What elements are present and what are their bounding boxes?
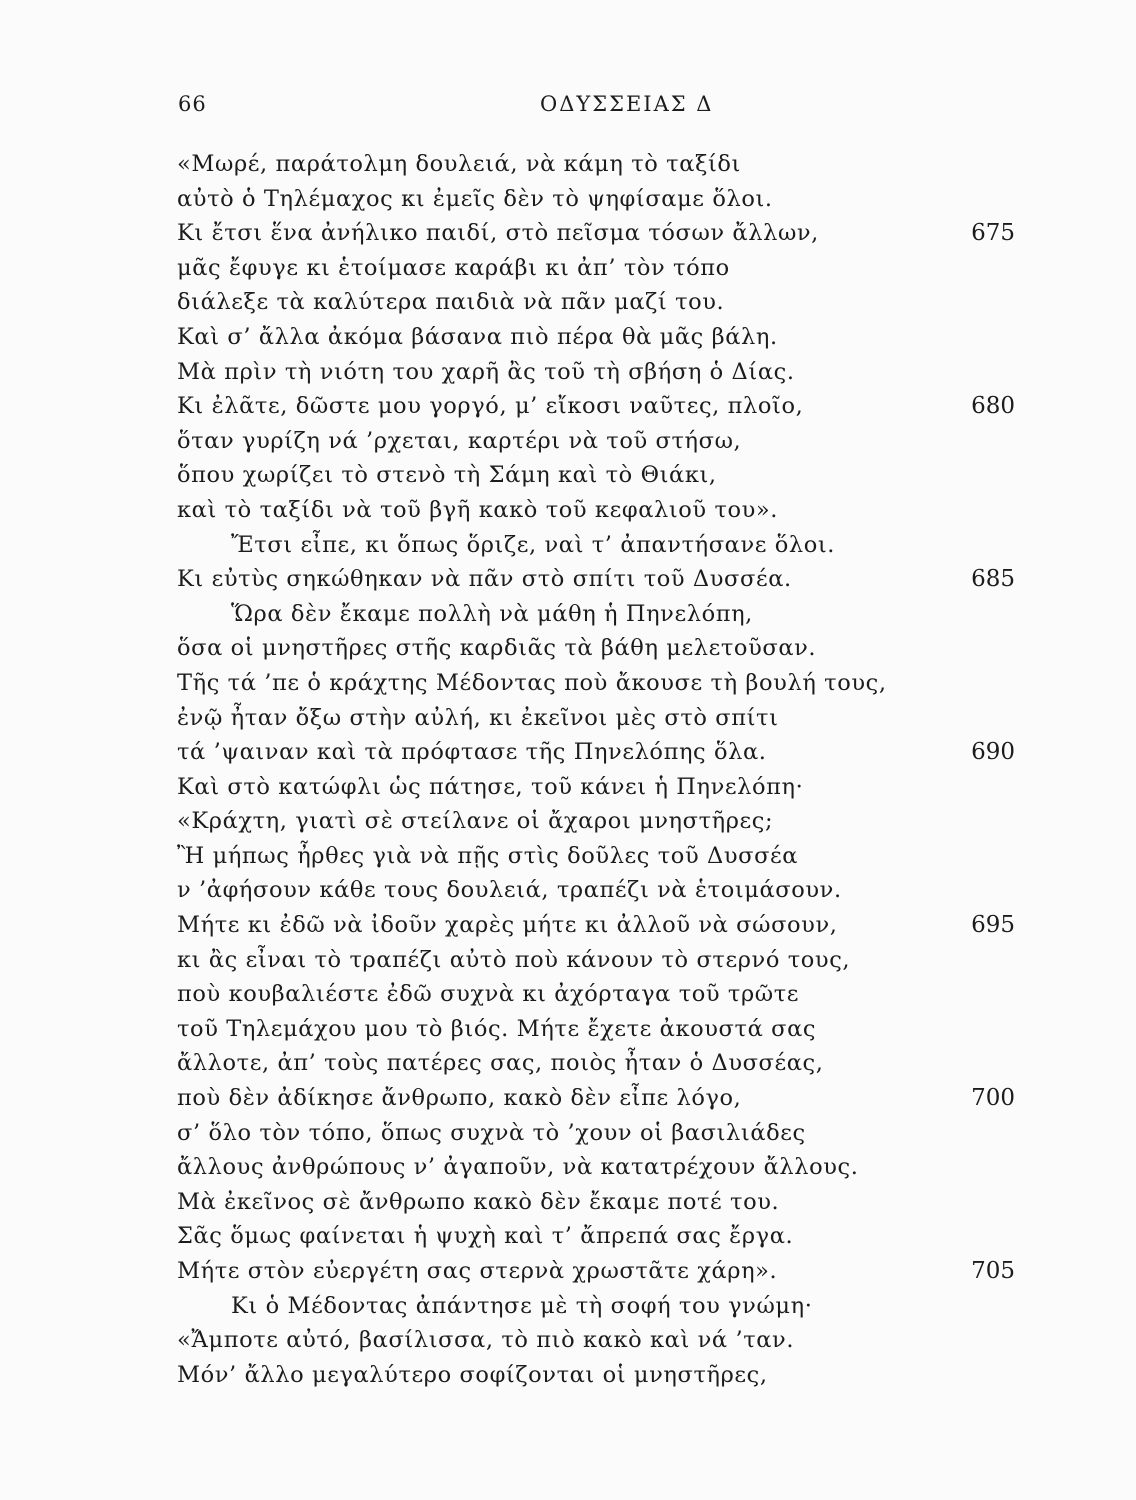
verse-line (177, 666, 1027, 701)
verse-text: τά ’ψαιναν καὶ τὰ πρόφτασε τῆς Πηνελόπης ὅλα. (177, 739, 767, 766)
verse-line (177, 389, 1027, 424)
verse-text: Καὶ στὸ κατώφλι ὡς πάτησε, τοῦ κάνει ἡ Πηνελόπη· (177, 773, 804, 800)
verse-line (177, 1012, 1027, 1047)
verse-line (177, 597, 1027, 632)
verse-line (177, 1254, 1027, 1289)
page-number: 66 (178, 92, 207, 116)
verse-line (177, 839, 1027, 874)
verse-line (177, 1289, 1027, 1324)
verse-text: Ἢ μήπως ἦρθες γιὰ νὰ πῇς στὶς δοῦλες τοῦ Δυσσέα (177, 842, 799, 869)
verse-line (177, 1150, 1027, 1185)
verse-text: μᾶς ἔφυγε κι ἑτοίμασε καράβι κι ἀπ’ τὸν τόπο (177, 254, 730, 281)
verse-text: Σᾶς ὅμως φαίνεται ἡ ψυχὴ καὶ τ’ ἄπρεπά σας ἔργα. (177, 1223, 794, 1250)
verse-line (177, 528, 1027, 563)
verse-text: σ’ ὅλο τὸν τόπο, ὅπως συχνὰ τὸ ’χουν οἱ βασιλιάδες (177, 1119, 806, 1146)
verse-text: ν ’ἀφήσουν κάθε τους δουλειά, τραπέζι νὰ ἑτοιμάσουν. (177, 877, 842, 904)
verse-text: Κι εὐτὺς σηκώθηκαν νὰ πᾶν στὸ σπίτι τοῦ Δυσσέα. (177, 566, 792, 593)
verse-line (177, 701, 1027, 736)
verse-text: καὶ τὸ ταξίδι νὰ τοῦ βγῆ κακὸ τοῦ κεφαλιοῦ του». (177, 496, 779, 523)
verse-line (177, 285, 1027, 320)
verse-line (177, 355, 1027, 390)
line-number: 695 (971, 912, 1015, 939)
verse-text: ἄλλοτε, ἀπ’ τοὺς πατέρες σας, ποιὸς ἦταν ὁ Δυσσέας, (177, 1050, 824, 1077)
verse-text: τοῦ Τηλεμάχου μου τὸ βιός. Μήτε ἔχετε ἀκουστά σας (177, 1015, 817, 1042)
verse-line (177, 458, 1027, 493)
page-header (0, 86, 1136, 126)
verse-line (177, 770, 1027, 805)
line-number: 690 (971, 739, 1015, 766)
verse-text: Κι ἔτσι ἕνα ἀνήλικο παιδί, στὸ πεῖσμα τόσων ἄλλων, (177, 220, 819, 247)
verse-text: Μὰ ἐκεῖνος σὲ ἄνθρωπο κακὸ δὲν ἔκαμε ποτέ του. (177, 1188, 780, 1215)
verse-text: ἄλλους ἀνθρώπους ν’ ἀγαποῦν, νὰ κατατρέχουν ἄλλους. (177, 1154, 859, 1181)
verse-text: ὅταν γυρίζη νά ’ρχεται, καρτέρι νὰ τοῦ στήσω, (177, 427, 742, 454)
verse-line (177, 1185, 1027, 1220)
poem-text (177, 147, 1027, 1392)
verse-line (177, 943, 1027, 978)
verse-line (177, 562, 1027, 597)
verse-line (177, 1219, 1027, 1254)
verse-text: κι ἂς εἶναι τὸ τραπέζι αὐτὸ ποὺ κάνουν τὸ στερνό τους, (177, 946, 851, 973)
verse-line (177, 320, 1027, 355)
verse-line (177, 1046, 1027, 1081)
verse-text: Ἔτσι εἶπε, κι ὅπως ὅριζε, ναὶ τ’ ἀπαντήσανε ὅλοι. (231, 531, 836, 558)
verse-text: ποὺ κουβαλιέστε ἐδῶ συχνὰ κι ἀχόρταγα τοῦ τρῶτε (177, 981, 800, 1008)
verse-text: ποὺ δὲν ἀδίκησε ἄνθρωπο, κακὸ δὲν εἶπε λόγο, (177, 1085, 742, 1112)
verse-text: «Ἄμποτε αὐτό, βασίλισσα, τὸ πιὸ κακὸ καὶ νά ’ταν. (177, 1327, 795, 1354)
verse-line (177, 908, 1027, 943)
verse-line (177, 1323, 1027, 1358)
verse-line (177, 251, 1027, 286)
line-number: 700 (971, 1085, 1015, 1112)
verse-text: διάλεξε τὰ καλύτερα παιδιὰ νὰ πᾶν μαζί του. (177, 289, 725, 316)
verse-line (177, 631, 1027, 666)
verse-line (177, 1116, 1027, 1151)
verse-text: ὅσα οἱ μνηστῆρες στῆς καρδιᾶς τὰ βάθη μελετοῦσαν. (177, 635, 817, 662)
line-number: 705 (971, 1258, 1015, 1284)
verse-line (177, 873, 1027, 908)
line-number: 675 (971, 220, 1015, 247)
verse-line (177, 804, 1027, 839)
verse-line (177, 977, 1027, 1012)
verse-line (177, 1358, 1027, 1393)
verse-line (177, 216, 1027, 251)
verse-text: Μήτε στὸν εὐεργέτη σας στερνὰ χρωστᾶτε χάρη». (177, 1258, 778, 1284)
verse-line (177, 182, 1027, 217)
verse-line (177, 493, 1027, 528)
verse-line (177, 1081, 1027, 1116)
verse-text: «Μωρέ, παράτολμη δουλειά, νὰ κάμη τὸ ταξίδι (177, 151, 741, 177)
verse-line (177, 147, 1027, 182)
verse-text: ἐνῷ ἦταν ὄξω στὴν αὐλή, κι ἐκεῖνοι μὲς στὸ σπίτι (177, 704, 779, 731)
verse-line (177, 735, 1027, 770)
verse-text: Κι ἐλᾶτε, δῶστε μου γοργό, μ’ εἴκοσι ναῦτες, πλοῖο, (177, 393, 804, 420)
verse-line (177, 424, 1027, 459)
verse-text: Κι ὁ Μέδοντας ἀπάντησε μὲ τὴ σοφή του γνώμη· (231, 1292, 813, 1319)
verse-text: Μήτε κι ἐδῶ νὰ ἰδοῦν χαρὲς μήτε κι ἀλλοῦ νὰ σώσουν, (177, 912, 838, 939)
running-title: ΟΔΥΣΣΕΙΑΣ Δ (540, 92, 714, 116)
verse-text: Μὰ πρὶν τὴ νιότη του χαρῆ ἂς τοῦ τὴ σβήση ὁ Δίας. (177, 358, 795, 385)
line-number: 685 (971, 566, 1015, 593)
verse-text: Ὥρα δὲν ἔκαμε πολλὴ νὰ μάθη ἡ Πηνελόπη, (231, 600, 753, 627)
verse-text: Καὶ σ’ ἄλλα ἀκόμα βάσανα πιὸ πέρα θὰ μᾶς βάλη. (177, 323, 778, 350)
verse-text: αὐτὸ ὁ Τηλέμαχος κι ἐμεῖς δὲν τὸ ψηφίσαμε ὅλοι. (177, 185, 773, 212)
verse-text: Τῆς τά ’πε ὁ κράχτης Μέδοντας ποὺ ἄκουσε τὴ βουλή τους, (177, 669, 887, 696)
verse-text: Μόν’ ἄλλο μεγαλύτερο σοφίζονται οἱ μνηστῆρες, (177, 1361, 768, 1388)
line-number: 680 (971, 393, 1015, 420)
verse-text: «Κράχτη, γιατὶ σὲ στείλανε οἱ ἄχαροι μνηστῆρες; (177, 808, 774, 835)
verse-text: ὅπου χωρίζει τὸ στενὸ τὴ Σάμη καὶ τὸ Θιάκι, (177, 462, 717, 489)
